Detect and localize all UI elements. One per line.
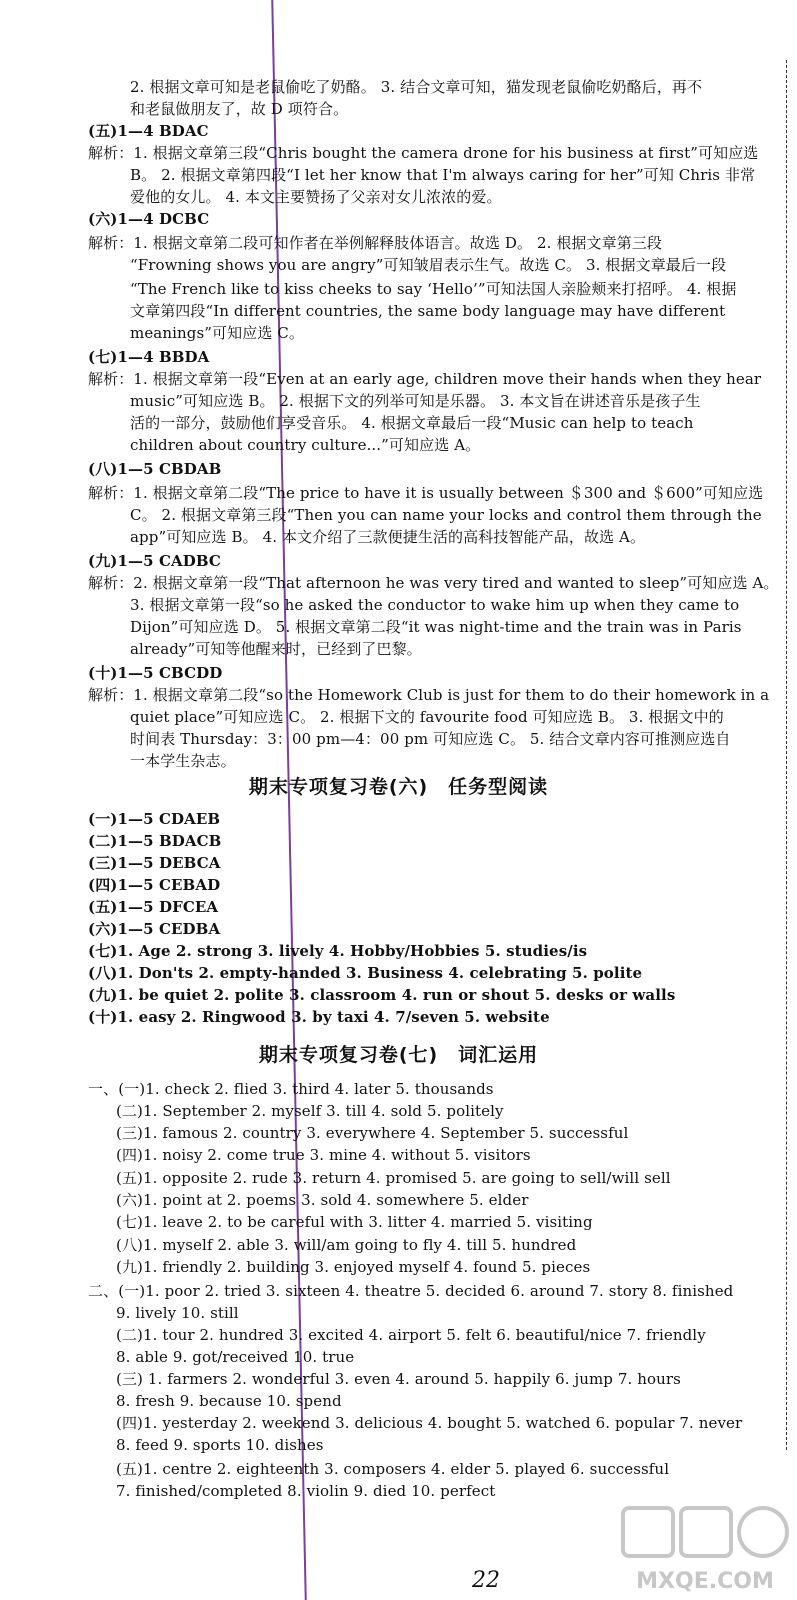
answer-line: (六)1. point at 2. poems 3. sold 4. somewhere 5. elder	[116, 1191, 529, 1209]
answer-line: app”可知应选 B。 4. 本文介绍了三款便捷生活的高科技智能产品，故选 A。	[130, 528, 646, 546]
answer-line: 和老鼠做朋友了，故 D 项符合。	[130, 100, 349, 118]
answer-line: 3. 根据文章第一段“so he asked the conductor to wake him up when they came to	[130, 596, 740, 614]
answer-line: C。 2. 根据文章第三段“Then you can name your locks and control them through the	[130, 506, 762, 524]
answer-line: 时间表 Thursday：3：00 pm—4：00 pm 可知应选 C。 5. 结合文章内容可推测应选自	[130, 730, 731, 748]
watermark-logo-icon	[615, 1500, 795, 1595]
answer-line: (五)1. opposite 2. rude 3. return 4. promised 5. are going to sell/will sell	[116, 1169, 671, 1187]
answer-line: (五)1—4 BDAC	[88, 122, 209, 140]
answer-line: (十)1. easy 2. Ringwood 3. by taxi 4. 7/seven 5. website	[88, 1008, 550, 1026]
answer-line: 7. finished/completed 8. violin 9. died 10. perfect	[116, 1482, 496, 1500]
answer-line: (七)1. Age 2. strong 3. lively 4. Hobby/Hobbies 5. studies/is	[88, 942, 588, 960]
answer-line: 爱他的女儿。 4. 本文主要赞扬了父亲对女儿浓浓的爱。	[130, 188, 502, 206]
answer-line: (二)1. tour 2. hundred 3. excited 4. airport 5. felt 6. beautiful/nice 7. friendly	[116, 1326, 706, 1344]
answer-line: (四)1. noisy 2. come true 3. mine 4. without 5. visitors	[116, 1146, 531, 1164]
answer-line: (一)1—5 CDAEB	[88, 810, 221, 828]
section-title-vocabulary: 期末专项复习卷(七) 词汇运用	[258, 1044, 539, 1066]
watermark-url: MXQE.COM	[636, 1569, 774, 1594]
answer-line: (八)1. Don'ts 2. empty-handed 3. Business 4. celebrating 5. polite	[88, 964, 643, 982]
answer-line: (三)1. famous 2. country 3. everywhere 4. September 5. successful	[116, 1124, 629, 1142]
answer-line: 2. 根据文章可知是老鼠偷吃了奶酪。 3. 结合文章可知，猫发现老鼠偷吃奶酪后，再不	[130, 78, 703, 96]
answer-line: 二、(一)1. poor 2. tried 3. sixteen 4. theatre 5. decided 6. around 7. story 8. finished	[88, 1282, 734, 1300]
answer-line: B。 2. 根据文章第四段“I let her know that I'm always caring for her”可知 Chris 非常	[130, 166, 756, 184]
answer-line: (十)1—5 CBCDD	[88, 664, 223, 682]
answer-line: “Frowning shows you are angry”可知皱眉表示生气。故选 C。 3. 根据文章最后一段	[130, 256, 727, 274]
answer-line: “The French like to kiss cheeks to say ‘Hello’”可知法国人亲脸颊来打招呼。 4. 根据	[130, 280, 737, 298]
answer-line: (三)1—5 DEBCA	[88, 854, 221, 872]
answer-line: (六)1—5 CEDBA	[88, 920, 221, 938]
answer-line: Dijon”可知应选 D。 5. 根据文章第二段“it was night-time and the train was in Paris	[130, 618, 742, 636]
answer-line: 解析：1. 根据文章第一段“Even at an early age, children move their hands when they hear	[88, 370, 762, 388]
answer-line: 解析：1. 根据文章第二段“so the Homework Club is just for them to do their homework in a	[88, 686, 770, 704]
answer-line: 一本学生杂志。	[130, 752, 236, 770]
answer-line: 解析：2. 根据文章第一段“That afternoon he was very tired and wanted to sleep”可知应选 A。	[88, 574, 779, 592]
answer-line: 8. able 9. got/received 10. true	[116, 1348, 355, 1366]
answer-line: (二)1—5 BDACB	[88, 832, 222, 850]
answer-line: 解析：1. 根据文章第三段“Chris bought the camera drone for his business at first”可知应选	[88, 144, 759, 162]
answer-line: 文章第四段“In different countries, the same body language may have different	[130, 302, 726, 320]
page-number: 22	[472, 1568, 500, 1593]
answer-line: (八)1—5 CBDAB	[88, 460, 222, 478]
answer-line: 解析：1. 根据文章第二段“The price to have it is usually between ＄300 and ＄600”可知应选	[88, 484, 764, 502]
answer-line: (六)1—4 DCBC	[88, 210, 210, 228]
answer-line: (四)1—5 CEBAD	[88, 876, 221, 894]
answer-line: 9. lively 10. still	[116, 1304, 239, 1322]
answer-line: 8. feed 9. sports 10. dishes	[116, 1436, 324, 1454]
answer-line: (八)1. myself 2. able 3. will/am going to fly 4. till 5. hundred	[116, 1236, 577, 1254]
answer-line: quiet place”可知应选 C。 2. 根据下文的 favourite food 可知应选 B。 3. 根据文中的	[130, 708, 724, 726]
answer-line: (九)1. be quiet 2. polite 3. classroom 4. run or shout 5. desks or walls	[88, 986, 676, 1004]
answer-line: 解析：1. 根据文章第二段可知作者在举例解释肢体语言。故选 D。 2. 根据文章第三段	[88, 234, 663, 252]
answer-line: (九)1. friendly 2. building 3. enjoyed myself 4. found 5. pieces	[116, 1258, 591, 1276]
answer-line: meanings”可知应选 C。	[130, 324, 304, 342]
answer-line: music”可知应选 B。 2. 根据下文的列举可知是乐器。 3. 本文旨在讲述音乐是孩子生	[130, 392, 701, 410]
answer-line: (九)1—5 CADBC	[88, 552, 221, 570]
answer-line: (三) 1. farmers 2. wonderful 3. even 4. around 5. happily 6. jump 7. hours	[116, 1370, 681, 1388]
answer-line: (二)1. September 2. myself 3. till 4. sold 5. politely	[116, 1102, 504, 1120]
answer-line: children about country culture...”可知应选 A。	[130, 436, 481, 454]
answer-line: (五)1. centre 2. eighteenth 3. composers 4. elder 5. played 6. successful	[116, 1460, 670, 1478]
answer-line: already”可知等他醒来时，已经到了巴黎。	[130, 640, 422, 658]
answer-line: 活的一部分，鼓励他们享受音乐。 4. 根据文章最后一段“Music can help to teach	[130, 414, 694, 432]
answer-line: (五)1—5 DFCEA	[88, 898, 219, 916]
right-cut-line	[786, 60, 787, 1450]
answer-line: (七)1. leave 2. to be careful with 3. litter 4. married 5. visiting	[116, 1213, 593, 1231]
answer-line: (四)1. yesterday 2. weekend 3. delicious 4. bought 5. watched 6. popular 7. never	[116, 1414, 743, 1432]
section-title-task-reading: 期末专项复习卷(六) 任务型阅读	[248, 776, 549, 798]
answer-line: 一、(一)1. check 2. flied 3. third 4. later 5. thousands	[88, 1080, 494, 1098]
answer-line: 8. fresh 9. because 10. spend	[116, 1392, 342, 1410]
answer-line: (七)1—4 BBDA	[88, 348, 210, 366]
